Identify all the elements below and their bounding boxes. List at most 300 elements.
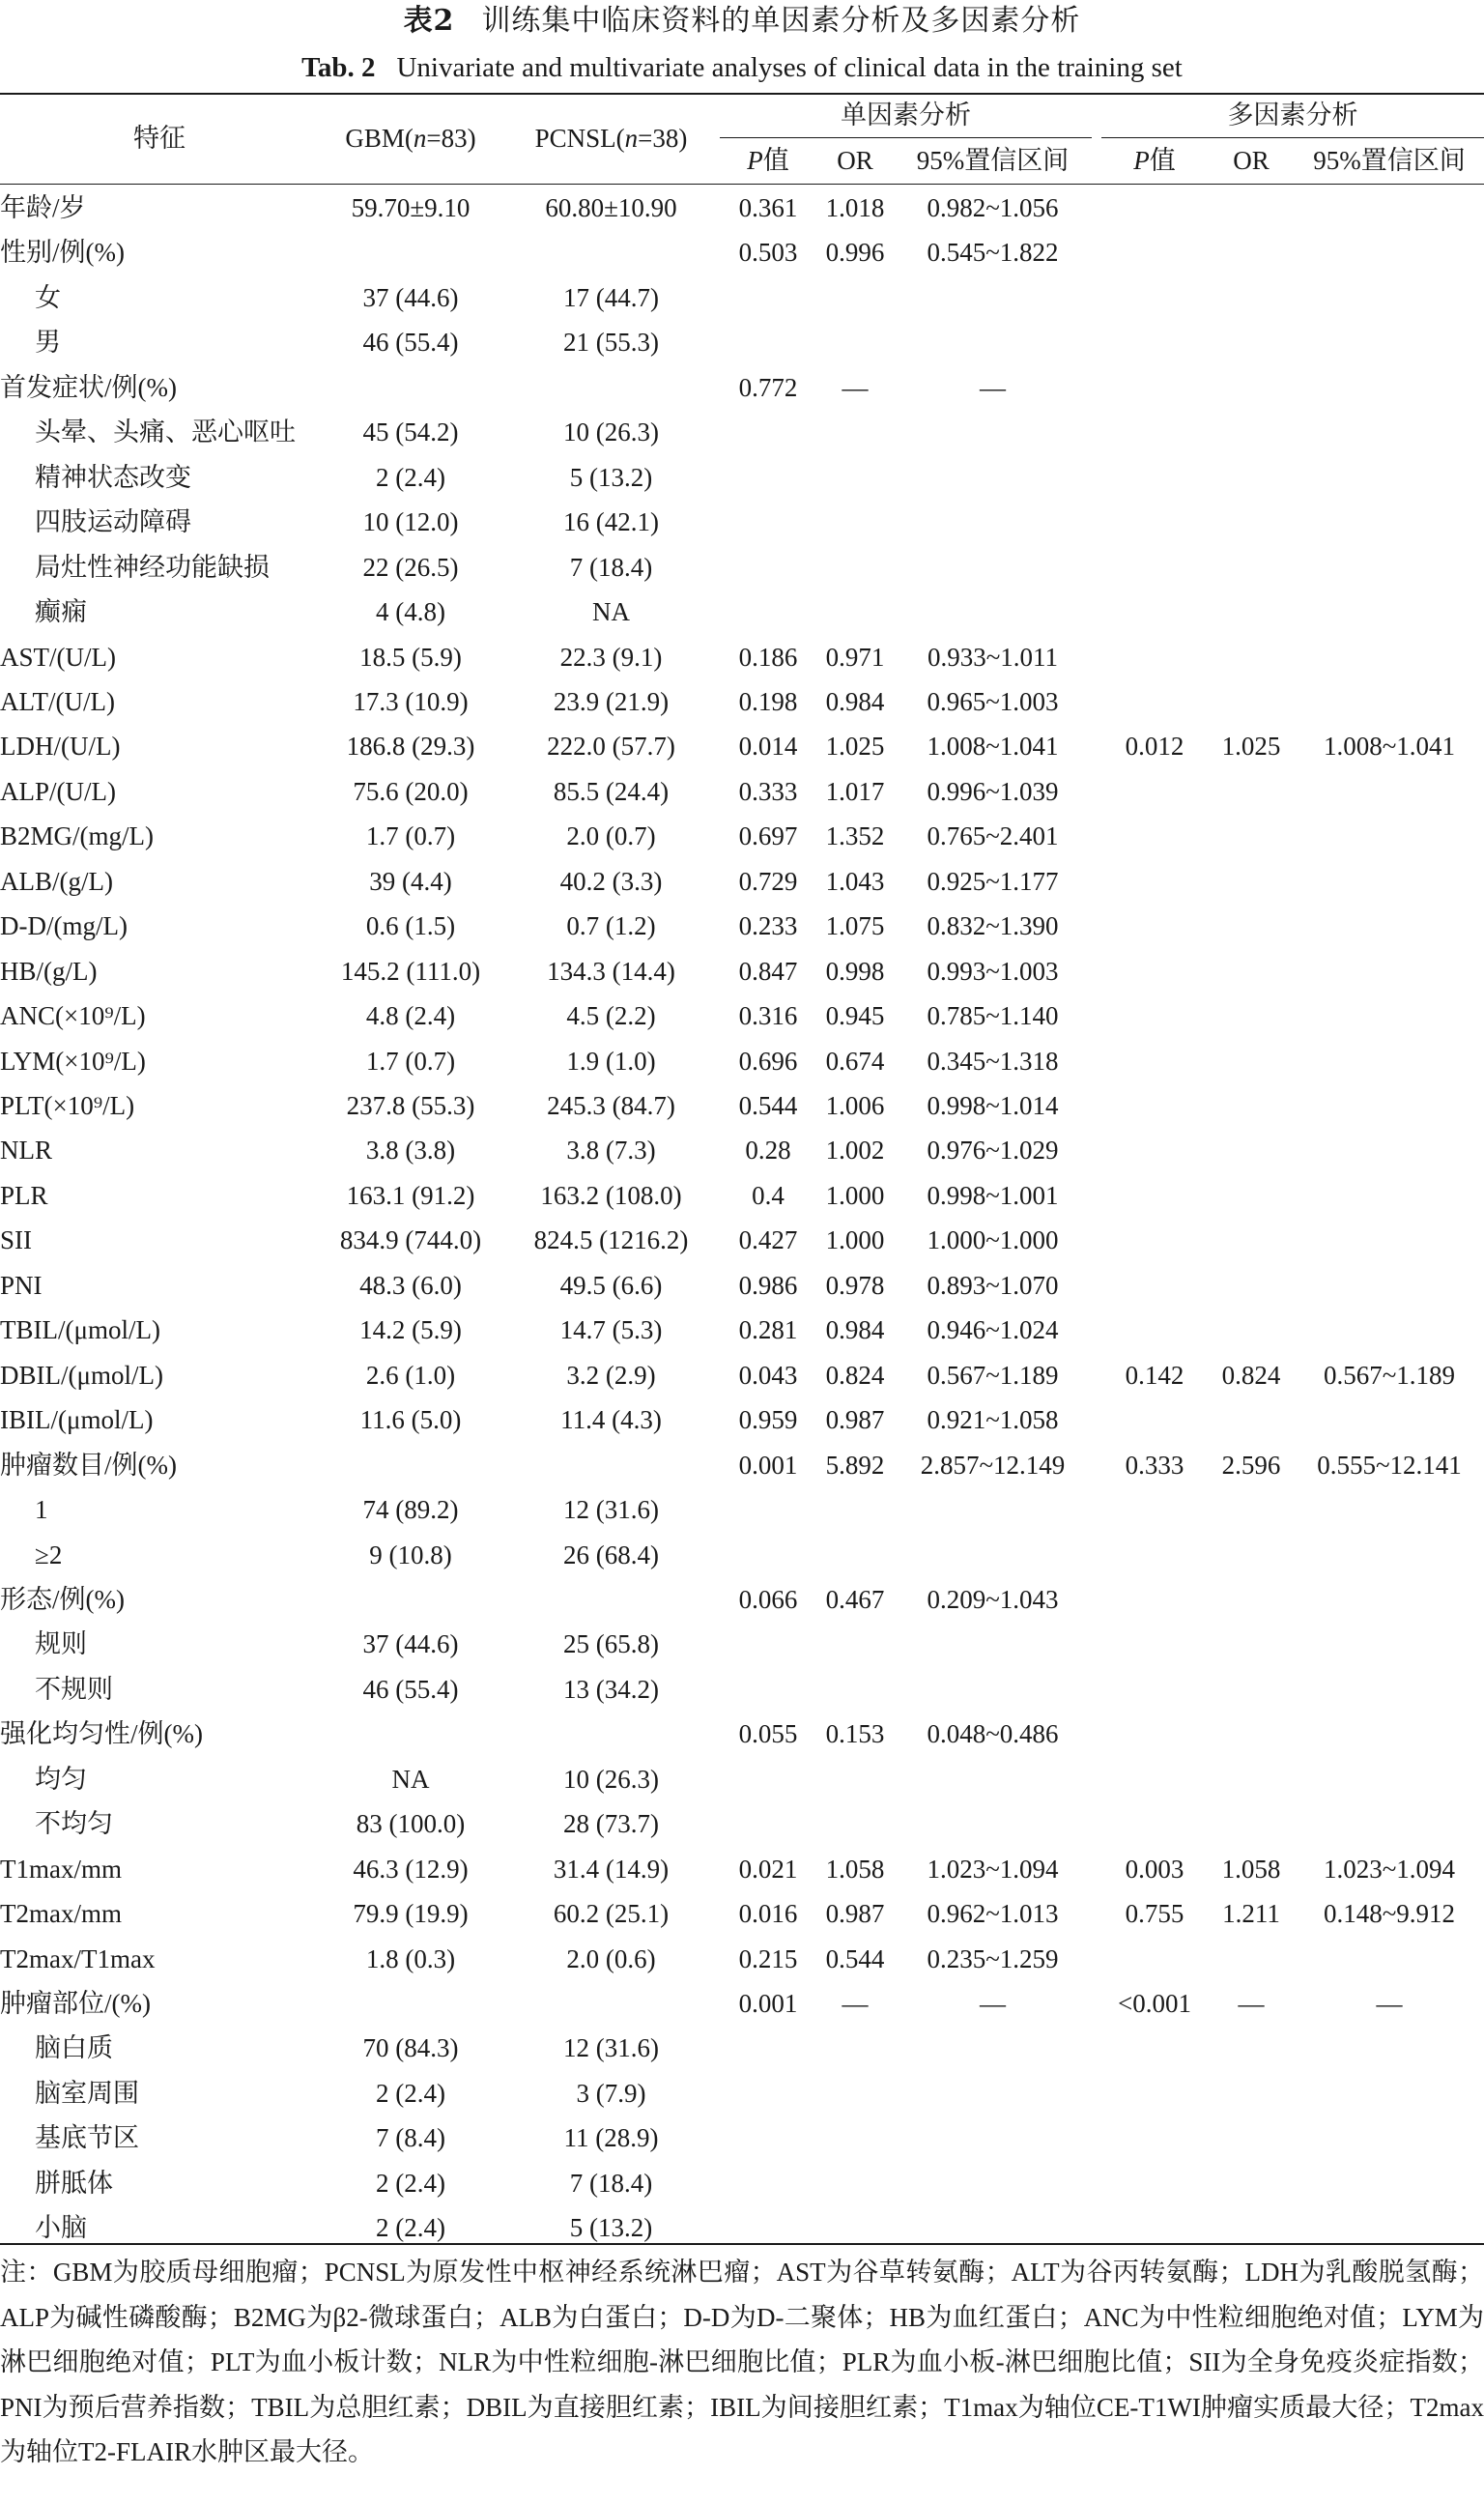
cell-pcnsl: 85.5 (24.4) — [553, 776, 670, 806]
cell-feature: LDH/(U/L) — [0, 732, 121, 762]
cell-multi-ci — [1295, 230, 1484, 274]
cell-multi-p — [1101, 993, 1208, 1038]
cell-multi-or — [1208, 186, 1295, 230]
cell-uni-or — [816, 2161, 894, 2205]
cell-uni-ci: — — [980, 372, 1006, 402]
cell-multi-or — [1208, 1083, 1295, 1128]
cell-multi-or: 1.025 — [1221, 732, 1281, 762]
cell-multi-p — [1101, 1487, 1208, 1532]
cell-uni-p — [720, 2026, 816, 2070]
cell-uni-p: 0.986 — [738, 1270, 798, 1300]
cell-multi-ci — [1295, 545, 1484, 590]
cell-gbm — [319, 1577, 502, 1622]
cell-uni-p: 0.215 — [738, 1943, 798, 1973]
cell-pcnsl: 163.2 (108.0) — [540, 1180, 682, 1210]
cell-uni-ci: 1.000~1.000 — [927, 1225, 1059, 1255]
cell-uni-ci — [894, 410, 1092, 454]
cell-gbm: 145.2 (111.0) — [340, 956, 481, 986]
cell-uni-ci: — — [980, 1989, 1006, 2018]
cell-pcnsl: 2.0 (0.6) — [566, 1943, 656, 1973]
cell-uni-p: 0.4 — [752, 1180, 785, 1210]
cell-multi-or — [1208, 500, 1295, 544]
cell-pcnsl: 49.5 (6.6) — [559, 1270, 663, 1300]
cell-multi-p — [1101, 1039, 1208, 1083]
cell-uni-p: 0.186 — [738, 642, 798, 672]
cell-feature: TBIL/(μmol/L) — [0, 1315, 160, 1345]
cell-multi-ci — [1295, 1173, 1484, 1218]
cell-uni-ci: 0.235~1.259 — [927, 1943, 1059, 1973]
cell-multi-or — [1208, 769, 1295, 814]
cell-uni-ci — [894, 2115, 1092, 2160]
cell-uni-or — [816, 2115, 894, 2160]
cell-uni-or — [816, 590, 894, 634]
cell-multi-ci — [1295, 1128, 1484, 1172]
cell-gbm: 18.5 (5.9) — [359, 642, 462, 672]
cell-multi-ci — [1295, 1397, 1484, 1442]
cell-uni-or — [816, 455, 894, 500]
cell-feature: 小脑 — [35, 2213, 87, 2243]
cell-uni-ci — [894, 275, 1092, 320]
cell-multi-p — [1101, 230, 1208, 274]
cell-multi-p — [1101, 2026, 1208, 2070]
cell-multi-ci — [1295, 2026, 1484, 2070]
cell-pcnsl: 16 (42.1) — [563, 507, 659, 537]
cell-pcnsl: 26 (68.4) — [563, 1540, 659, 1569]
cell-uni-p: 0.361 — [738, 193, 798, 222]
cell-uni-p: 0.001 — [738, 1989, 798, 2018]
cell-multi-or — [1208, 904, 1295, 948]
cell-feature: 脑室周围 — [35, 2078, 139, 2108]
cell-feature: T2max/mm — [0, 1899, 122, 1929]
cell-uni-or: 5.892 — [825, 1450, 885, 1480]
cell-feature: 年龄/岁 — [0, 193, 86, 222]
cell-uni-ci — [894, 590, 1092, 634]
cell-uni-p: 0.772 — [738, 372, 798, 402]
cell-multi-ci — [1295, 1577, 1484, 1622]
cell-multi-ci — [1295, 186, 1484, 230]
table-caption-en — [0, 50, 1484, 85]
cell-multi-or — [1208, 1801, 1295, 1846]
cell-multi-ci — [1295, 814, 1484, 858]
cell-uni-or — [816, 1667, 894, 1712]
cell-uni-ci — [894, 2161, 1092, 2205]
cell-multi-ci — [1295, 2071, 1484, 2115]
cell-pcnsl — [502, 230, 720, 274]
cell-uni-ci — [894, 1533, 1092, 1577]
cell-feature: 规则 — [35, 1629, 87, 1659]
cell-feature: ALB/(g/L) — [0, 866, 113, 896]
cell-uni-ci: 0.545~1.822 — [927, 238, 1059, 268]
cell-feature: 强化均匀性/例(%) — [0, 1719, 203, 1749]
cell-uni-p: 0.696 — [738, 1046, 798, 1076]
cell-multi-or — [1208, 410, 1295, 454]
cell-pcnsl: 7 (18.4) — [569, 552, 653, 582]
cell-feature: PNI — [0, 1270, 43, 1300]
cell-uni-p: 0.427 — [738, 1225, 798, 1255]
cell-uni-or: 0.987 — [825, 1899, 885, 1929]
cell-gbm: 22 (26.5) — [362, 552, 459, 582]
cell-gbm: 37 (44.6) — [362, 1629, 459, 1659]
cell-multi-p — [1101, 1667, 1208, 1712]
cell-multi-p: 0.012 — [1125, 732, 1184, 762]
cell-uni-or — [816, 1801, 894, 1846]
cell-gbm: 83 (100.0) — [356, 1809, 466, 1839]
cell-uni-p: 0.016 — [738, 1899, 798, 1929]
cell-pcnsl: 245.3 (84.7) — [547, 1091, 675, 1120]
cell-multi-ci — [1295, 275, 1484, 320]
cell-feature: D-D/(mg/L) — [0, 911, 128, 941]
cell-uni-ci: 0.921~1.058 — [927, 1405, 1059, 1435]
cell-uni-p — [720, 1801, 816, 1846]
cell-pcnsl: 14.7 (5.3) — [559, 1315, 663, 1345]
cell-gbm: 2 (2.4) — [376, 2168, 445, 2198]
cell-gbm: 37 (44.6) — [362, 282, 459, 312]
cell-multi-p: 0.142 — [1125, 1360, 1184, 1390]
cell-gbm: 45 (54.2) — [362, 417, 459, 447]
cell-feature: 男 — [35, 328, 61, 358]
header-multivariate: 多因素分析 — [1227, 101, 1358, 130]
cell-pcnsl: 12 (31.6) — [563, 2033, 659, 2063]
cell-uni-ci: 1.008~1.041 — [927, 732, 1059, 762]
header-uni-p: P值 — [747, 146, 789, 175]
cell-uni-or: 0.984 — [825, 1315, 885, 1345]
cell-feature: DBIL/(μmol/L) — [0, 1360, 163, 1390]
cell-pcnsl: 22.3 (9.1) — [559, 642, 663, 672]
cell-uni-ci: 0.933~1.011 — [927, 642, 1059, 672]
cell-pcnsl: 5 (13.2) — [569, 462, 653, 492]
cell-gbm: 1.8 (0.3) — [365, 1943, 456, 1973]
cell-multi-or — [1208, 1577, 1295, 1622]
cell-multi-or — [1208, 859, 1295, 904]
cell-multi-p — [1101, 545, 1208, 590]
cell-uni-ci: 0.982~1.056 — [927, 193, 1059, 222]
cell-multi-ci — [1295, 635, 1484, 679]
cell-multi-or — [1208, 1308, 1295, 1352]
cell-gbm: 2 (2.4) — [376, 2213, 445, 2243]
cell-uni-or: 0.945 — [825, 1001, 885, 1031]
cell-uni-or — [816, 1487, 894, 1532]
cell-multi-p — [1101, 1757, 1208, 1801]
cell-pcnsl: 28 (73.7) — [563, 1809, 659, 1839]
cell-gbm: 237.8 (55.3) — [346, 1091, 475, 1120]
cell-uni-p: 0.729 — [738, 866, 798, 896]
cell-uni-ci: 2.857~12.149 — [920, 1450, 1066, 1480]
cell-pcnsl: 3.8 (7.3) — [566, 1136, 656, 1166]
cell-feature: 肿瘤部位/(%) — [0, 1989, 151, 2018]
cell-gbm: 2 (2.4) — [376, 2078, 445, 2108]
cell-feature: 头晕、头痛、恶心呕吐 — [35, 417, 296, 447]
cell-uni-ci — [894, 1801, 1092, 1846]
cell-uni-p — [720, 1533, 816, 1577]
cell-multi-or — [1208, 635, 1295, 679]
cell-gbm: 75.6 (20.0) — [353, 776, 469, 806]
cell-uni-or: 1.352 — [825, 821, 885, 851]
cell-multi-p — [1101, 455, 1208, 500]
header-gbm: GBM(n=83) — [345, 124, 476, 153]
cell-multi-ci — [1295, 1622, 1484, 1666]
cell-multi-or — [1208, 1622, 1295, 1666]
cell-feature: 脑白质 — [35, 2033, 113, 2063]
cell-multi-p — [1101, 2115, 1208, 2160]
cell-uni-ci: 0.925~1.177 — [927, 866, 1059, 896]
cell-uni-or: 0.978 — [825, 1270, 885, 1300]
cell-pcnsl: 11.4 (4.3) — [560, 1405, 662, 1435]
cell-uni-or: 0.984 — [825, 686, 885, 716]
cell-multi-or — [1208, 2161, 1295, 2205]
cell-uni-p — [720, 500, 816, 544]
cell-uni-ci — [894, 1487, 1092, 1532]
header-univariate: 单因素分析 — [841, 101, 971, 130]
cell-multi-p — [1101, 679, 1208, 724]
cell-multi-or — [1208, 1937, 1295, 1981]
cell-gbm: 4.8 (2.4) — [365, 1001, 456, 1031]
cell-multi-or: 2.596 — [1221, 1450, 1281, 1480]
cell-gbm: 4 (4.8) — [376, 597, 445, 627]
cell-multi-ci — [1295, 1039, 1484, 1083]
cell-pcnsl: 12 (31.6) — [563, 1495, 659, 1525]
cell-feature: 精神状态改变 — [35, 462, 191, 492]
cell-multi-p — [1101, 949, 1208, 993]
cell-multi-ci — [1295, 859, 1484, 904]
cell-uni-ci: 0.993~1.003 — [927, 956, 1059, 986]
cell-gbm: 46 (55.4) — [362, 1674, 459, 1704]
cell-pcnsl: 4.5 (2.2) — [566, 1001, 656, 1031]
cell-pcnsl: 40.2 (3.3) — [559, 866, 663, 896]
cell-multi-ci — [1295, 1712, 1484, 1756]
cell-multi-ci: 1.008~1.041 — [1323, 732, 1456, 762]
cell-multi-ci — [1295, 1801, 1484, 1846]
cell-multi-or — [1208, 1263, 1295, 1308]
cell-multi-or — [1208, 320, 1295, 364]
cell-gbm: 186.8 (29.3) — [346, 732, 475, 762]
cell-feature: AST/(U/L) — [0, 642, 116, 672]
cell-uni-ci: 0.893~1.070 — [927, 1270, 1059, 1300]
cell-multi-ci — [1295, 904, 1484, 948]
cell-uni-ci: 0.765~2.401 — [927, 821, 1059, 851]
cell-multi-p — [1101, 1218, 1208, 1262]
cell-multi-ci — [1295, 1263, 1484, 1308]
cell-multi-p — [1101, 410, 1208, 454]
cell-uni-or — [816, 1757, 894, 1801]
cell-multi-or — [1208, 679, 1295, 724]
cell-feature: LYM(×10⁹/L) — [0, 1046, 146, 1076]
cell-multi-p — [1101, 1801, 1208, 1846]
cell-pcnsl: 3.2 (2.9) — [566, 1360, 656, 1390]
cell-uni-p: 0.28 — [745, 1136, 791, 1166]
cell-multi-p — [1101, 1622, 1208, 1666]
cell-uni-p — [720, 2071, 816, 2115]
cell-gbm — [319, 1443, 502, 1487]
cell-multi-ci: — — [1376, 1989, 1403, 2018]
cell-multi-p: <0.001 — [1118, 1989, 1191, 2018]
cell-feature: PLR — [0, 1180, 48, 1210]
cell-uni-or — [816, 545, 894, 590]
cell-feature: ALP/(U/L) — [0, 776, 116, 806]
cell-gbm: 70 (84.3) — [362, 2033, 459, 2063]
cell-gbm: 0.6 (1.5) — [365, 911, 456, 941]
table-caption-cn — [0, 4, 1484, 39]
cell-multi-p — [1101, 635, 1208, 679]
cell-uni-p — [720, 545, 816, 590]
cell-uni-p — [720, 1757, 816, 1801]
cell-uni-or — [816, 320, 894, 364]
cell-multi-or — [1208, 230, 1295, 274]
cell-uni-p — [720, 2161, 816, 2205]
cell-uni-p: 0.544 — [738, 1091, 798, 1120]
cell-multi-ci — [1295, 500, 1484, 544]
cell-feature: 均匀 — [35, 1764, 87, 1794]
cell-uni-p: 0.281 — [738, 1315, 798, 1345]
cell-uni-or: — — [842, 1989, 869, 2018]
cell-multi-ci — [1295, 320, 1484, 364]
cell-uni-ci: 0.965~1.003 — [927, 686, 1059, 716]
cell-uni-or — [816, 2026, 894, 2070]
header-feature: 特征 — [133, 124, 186, 153]
cell-feature: 局灶性神经功能缺损 — [35, 552, 270, 582]
cell-multi-or — [1208, 2071, 1295, 2115]
cell-pcnsl: 5 (13.2) — [569, 2213, 653, 2243]
cell-multi-or — [1208, 993, 1295, 1038]
cell-multi-ci — [1295, 365, 1484, 410]
cell-gbm: 39 (4.4) — [369, 866, 452, 896]
cell-uni-or: 1.002 — [825, 1136, 885, 1166]
cell-multi-p — [1101, 1533, 1208, 1577]
header-bottom-rule — [0, 184, 1484, 185]
cell-uni-ci — [894, 320, 1092, 364]
cell-multi-ci: 0.567~1.189 — [1323, 1360, 1456, 1390]
cell-multi-or — [1208, 1173, 1295, 1218]
cell-uni-ci: 0.048~0.486 — [927, 1719, 1059, 1749]
cell-feature: B2MG/(mg/L) — [0, 821, 154, 851]
cell-feature: HB/(g/L) — [0, 956, 98, 986]
cell-gbm: NA — [391, 1764, 430, 1794]
cell-multi-or — [1208, 545, 1295, 590]
cell-uni-ci: 0.567~1.189 — [927, 1360, 1059, 1390]
cell-uni-p — [720, 2115, 816, 2160]
cell-uni-p: 0.066 — [738, 1584, 798, 1614]
cell-multi-ci — [1295, 1937, 1484, 1981]
cell-multi-ci — [1295, 2161, 1484, 2205]
cell-uni-ci: 0.345~1.318 — [927, 1046, 1059, 1076]
cell-multi-p — [1101, 2071, 1208, 2115]
cell-pcnsl: 25 (65.8) — [563, 1629, 659, 1659]
cell-multi-p — [1101, 859, 1208, 904]
cell-multi-ci — [1295, 1308, 1484, 1352]
cell-multi-ci — [1295, 949, 1484, 993]
cell-uni-ci — [894, 455, 1092, 500]
cell-multi-ci: 0.148~9.912 — [1323, 1899, 1456, 1929]
cell-uni-or: 0.824 — [825, 1360, 885, 1390]
cell-pcnsl: 134.3 (14.4) — [547, 956, 675, 986]
cell-uni-or: 0.674 — [825, 1046, 885, 1076]
cell-gbm: 163.1 (91.2) — [346, 1180, 475, 1210]
cell-uni-p: 0.697 — [738, 821, 798, 851]
cell-uni-or: 0.544 — [825, 1943, 885, 1973]
cell-multi-or — [1208, 590, 1295, 634]
cell-gbm: 46.3 (12.9) — [353, 1854, 469, 1884]
header-multi-p: P值 — [1133, 146, 1176, 175]
cell-uni-p: 0.847 — [738, 956, 798, 986]
cell-pcnsl: 7 (18.4) — [569, 2168, 653, 2198]
cell-uni-or: 1.018 — [825, 193, 885, 222]
cell-uni-or: 1.006 — [825, 1091, 885, 1120]
cell-pcnsl — [502, 1577, 720, 1622]
cell-pcnsl — [502, 1981, 720, 2026]
cell-uni-or: 0.998 — [825, 956, 885, 986]
cell-multi-p: 0.755 — [1125, 1899, 1184, 1929]
cell-uni-ci: 0.946~1.024 — [927, 1315, 1059, 1345]
cell-multi-p — [1101, 365, 1208, 410]
cell-uni-or: 1.058 — [825, 1854, 885, 1884]
cell-multi-ci: 1.023~1.094 — [1323, 1854, 1456, 1884]
cell-uni-or: 1.017 — [825, 776, 885, 806]
cell-feature: 癫痫 — [35, 597, 87, 627]
cell-uni-or: 1.000 — [825, 1180, 885, 1210]
cell-uni-ci: 0.962~1.013 — [927, 1899, 1059, 1929]
cell-pcnsl — [502, 1443, 720, 1487]
cell-feature: ALT/(U/L) — [0, 686, 115, 716]
cell-multi-ci — [1295, 679, 1484, 724]
cell-uni-ci: 0.976~1.029 — [927, 1136, 1059, 1166]
cell-multi-ci — [1295, 590, 1484, 634]
cell-gbm: 48.3 (6.0) — [359, 1270, 462, 1300]
cell-feature: 不规则 — [35, 1674, 113, 1704]
cell-uni-or — [816, 500, 894, 544]
cell-multi-p — [1101, 1263, 1208, 1308]
cell-uni-or: 1.075 — [825, 911, 885, 941]
cell-uni-p — [720, 455, 816, 500]
cell-uni-or: 0.467 — [825, 1584, 885, 1614]
cell-uni-ci: 0.996~1.039 — [927, 776, 1059, 806]
cell-multi-p — [1101, 1397, 1208, 1442]
cell-multi-or — [1208, 1712, 1295, 1756]
cell-uni-or — [816, 1622, 894, 1666]
cell-gbm: 7 (8.4) — [376, 2123, 445, 2153]
cell-multi-or — [1208, 2115, 1295, 2160]
cell-uni-p: 0.503 — [738, 238, 798, 268]
cell-multi-ci — [1295, 769, 1484, 814]
cell-multi-p — [1101, 275, 1208, 320]
cell-multi-ci — [1295, 993, 1484, 1038]
cell-gbm: 74 (89.2) — [362, 1495, 459, 1525]
cell-uni-ci: 0.832~1.390 — [927, 911, 1059, 941]
cell-uni-ci — [894, 1757, 1092, 1801]
cell-uni-ci: 0.998~1.014 — [927, 1091, 1059, 1120]
cell-uni-p: 0.316 — [738, 1001, 798, 1031]
cell-feature: 首发症状/例(%) — [0, 372, 177, 402]
cell-gbm: 2 (2.4) — [376, 462, 445, 492]
cell-uni-p — [720, 320, 816, 364]
cell-pcnsl — [502, 365, 720, 410]
cell-feature: NLR — [0, 1136, 52, 1166]
cell-uni-or: — — [842, 372, 869, 402]
cell-multi-p — [1101, 186, 1208, 230]
cell-multi-or — [1208, 1667, 1295, 1712]
cell-feature: ≥2 — [35, 1540, 63, 1569]
cell-multi-ci — [1295, 1487, 1484, 1532]
cell-pcnsl: NA — [592, 597, 630, 627]
cell-uni-ci: 0.209~1.043 — [927, 1584, 1059, 1614]
cell-uni-p: 0.233 — [738, 911, 798, 941]
cell-pcnsl: 10 (26.3) — [563, 417, 659, 447]
cell-multi-or — [1208, 1533, 1295, 1577]
cell-gbm: 1.7 (0.7) — [365, 821, 456, 851]
cell-multi-or — [1208, 1757, 1295, 1801]
cell-gbm: 17.3 (10.9) — [353, 686, 469, 716]
cell-multi-p — [1101, 1937, 1208, 1981]
cell-pcnsl: 21 (55.3) — [563, 328, 659, 358]
cell-multi-or: — — [1238, 1989, 1265, 2018]
